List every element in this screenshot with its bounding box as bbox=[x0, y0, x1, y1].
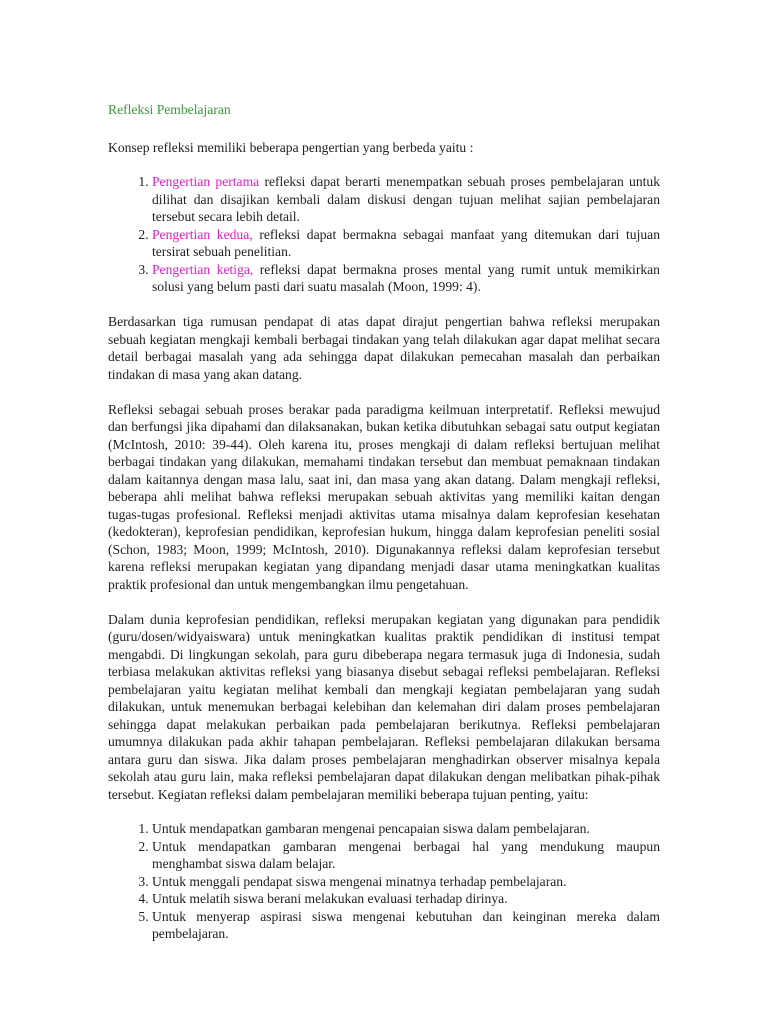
intro-paragraph: Konsep refleksi memiliki beberapa pengertian yang berbeda yaitu : bbox=[108, 139, 474, 155]
goal-item: 3. Untuk menggali pendapat siswa mengenai minatnya terhadap pembelajaran. bbox=[152, 873, 660, 891]
definition-term: Pengertian pertama bbox=[152, 174, 260, 189]
goal-item: 2. Untuk mendapatkan gambaran mengenai berbagai hal yang mendukung maupun menghambat siswa dalam belajar. bbox=[152, 838, 660, 873]
definition-term: Pengertian kedua, bbox=[152, 226, 253, 242]
body-paragraph: Dalam dunia keprofesian pendidikan, refleksi merupakan kegiatan yang digunakan para pendidik (guru/dosen/widyaiswara) untuk meningkatkan kualitas praktik pendidikan di institusi tempat mengabdi. Di lingkungan sekolah, para guru dibeberapa negara termasuk juga di Indonesia, sudah terbiasa melakukan aktivitas refleksi yang biasanya disebut sebagai refleksi pembelajaran. Refleksi pembelajaran yaitu kegiatan melihat kembali dan mengkaji kegiatan pembelajaran yang sudah dilakukan, untuk menemukan berbagai kelebihan dan kelemahan diri dalam proses pembelajaran sehingga dapat melakukan perbaikan pada pembelajaran berikutnya. Refleksi pembelajaran umumnya dilakukan pada akhir tahapan pembelajaran. Refleksi pembelajaran dilakukan bersama antara guru dan siswa. Jika dalam proses pembelajaran menghadirkan observer misalnya kepala sekolah atau guru lain, maka refleksi pembelajaran dapat dilakukan dengan melibatkan pihak-pihak tersebut. Kegiatan refleksi dalam pembelajaran memiliki beberapa tujuan penting, yaitu: bbox=[108, 611, 660, 802]
definition-item bbox=[152, 173, 660, 226]
goal-item: 1. Untuk mendapatkan gambaran mengenai pencapaian siswa dalam pembelajaran. bbox=[152, 820, 660, 838]
definition-item bbox=[152, 226, 660, 261]
definition-text: refleksi dapat bermakna sebagai manfaat yang ditemukan dari tujuan tersirat sebuah penelitian. bbox=[152, 226, 660, 259]
definition-text: refleksi dapat berarti menempatkan sebuah proses pembelajaran untuk dilihat dan disajikan kembali dalam diskusi dengan tujuan melihat sajian pembelajaran tersebut secara lebih detail. bbox=[152, 174, 660, 224]
body-paragraph: Berdasarkan tiga rumusan pendapat di atas dapat dirajut pengertian bahwa refleksi merupakan sebuah kegiatan mengkaji kembali berbagai tindakan yang telah dilakukan agar dapat melihat secara detail berbagai masalah yang ada sehingga dapat dilakukan pemecahan masalah dan perbaikan tindakan di masa yang akan datang. bbox=[108, 314, 660, 382]
definition-term: Pengertian ketiga, bbox=[152, 261, 254, 277]
goal-item: 5. Untuk menyerap aspirasi siswa mengenai kebutuhan dan keinginan mereka dalam pembelajaran. bbox=[152, 908, 660, 943]
definition-item bbox=[152, 261, 660, 296]
definition-text: refleksi dapat bermakna proses mental yang rumit untuk memikirkan solusi yang belum pasti dari suatu masalah (Moon, 1999: 4). bbox=[152, 261, 660, 294]
goals-list bbox=[108, 820, 660, 943]
body-paragraph: Refleksi sebagai sebuah proses berakar pada paradigma keilmuan interpretatif. Refleksi mewujud dan berfungsi jika dipahami dan dilaksanakan, bukan ketika dibutuhkan sebagai satu output kegiatan (McIntosh, 2010: 39-44). Oleh karena itu, proses mengkaji di dalam refleksi bertujuan melihat berbagai tindakan yang dilakukan, memahami tindakan tersebut dan membuat pemaknaan tindakan dalam kaitannya dengan masa lalu, saat ini, dan masa yang akan datang. Dalam mengkaji refleksi, beberapa ahli melihat bahwa refleksi merupakan sebuah aktivitas yang memiliki kaitan dengan tugas-tugas profesional. Refleksi menjadi aktivitas utama misalnya dalam keprofesian kesehatan (kedokteran), keprofesian pendidikan, keprofesian hukum, hingga dalam keprofesian peneliti sosial (Schon, 1983; Moon, 1999; McIntosh, 2010). Digunakannya refleksi dalam keprofesian tersebut karena refleksi merupakan kegiatan yang dipandang menjadi dasar utama meningkatkan kualitas praktik profesional dan untuk mengembangkan ilmu pengetahuan. bbox=[108, 401, 660, 592]
document-title: Refleksi Pembelajaran bbox=[108, 102, 231, 117]
goal-item: 4. Untuk melatih siswa berani melakukan evaluasi terhadap dirinya. bbox=[152, 890, 660, 908]
definitions-list bbox=[108, 173, 660, 296]
